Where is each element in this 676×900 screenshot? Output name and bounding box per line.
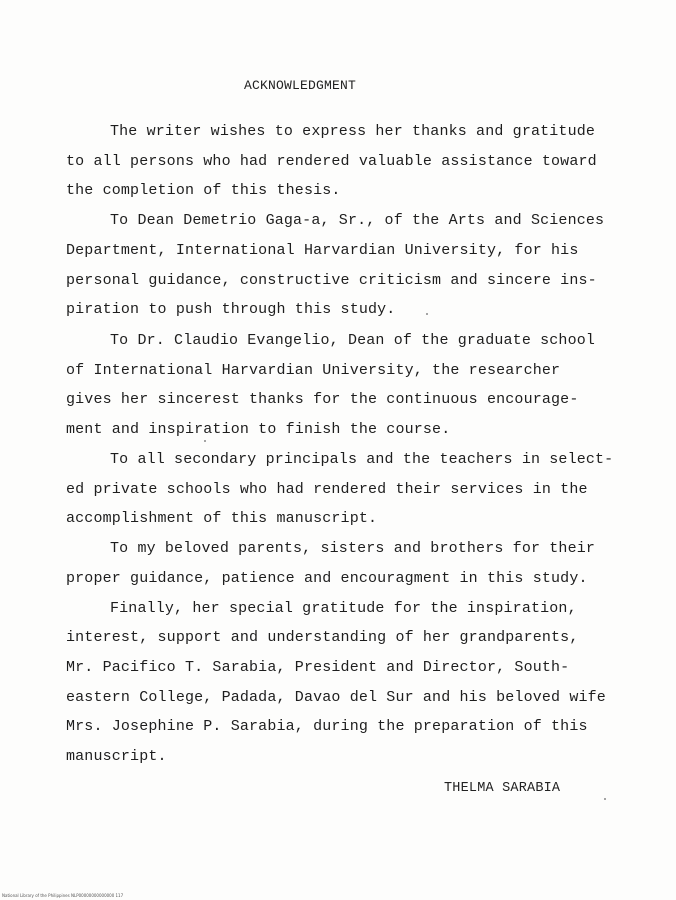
text-line: accomplishment of this manuscript. (66, 510, 378, 527)
scan-footer: National Library of the Philippines NLP00000000000000 117 (2, 893, 124, 898)
text-line: the completion of this thesis. (66, 182, 341, 199)
text-line: Mr. Pacifico T. Sarabia, President and Director, South- (66, 659, 570, 676)
scan-speck (426, 313, 428, 315)
text-line: eastern College, Padada, Davao del Sur and his beloved wife (66, 689, 606, 706)
text-line: Finally, her special gratitude for the inspiration, (110, 600, 577, 617)
scan-speck (604, 798, 606, 800)
text-line: To Dr. Claudio Evangelio, Dean of the graduate school (110, 332, 596, 349)
signature: THELMA SARABIA (444, 781, 561, 796)
text-line: To all secondary principals and the teachers in select- (110, 451, 614, 468)
scan-speck (204, 440, 206, 442)
text-line: proper guidance, patience and encouragment in this study. (66, 570, 588, 587)
text-line: gives her sincerest thanks for the continuous encourage- (66, 391, 579, 408)
text-line: interest, support and understanding of her grandparents, (66, 629, 579, 646)
text-line: of International Harvardian University, the researcher (66, 362, 561, 379)
text-line: The writer wishes to express her thanks and gratitude (110, 123, 596, 140)
text-line: personal guidance, constructive criticism and sincere ins- (66, 272, 597, 289)
text-line: To my beloved parents, sisters and brothers for their (110, 540, 596, 557)
text-line: manuscript. (66, 748, 167, 765)
text-line: Mrs. Josephine P. Sarabia, during the preparation of this (66, 718, 588, 735)
text-line: to all persons who had rendered valuable assistance toward (66, 153, 597, 170)
text-line: ed private schools who had rendered their services in the (66, 481, 588, 498)
text-line: Department, International Harvardian University, for his (66, 242, 579, 259)
text-line: ment and inspiration to finish the course. (66, 421, 451, 438)
text-line: piration to push through this study. (66, 301, 396, 318)
text-line: To Dean Demetrio Gaga-a, Sr., of the Arts and Sciences (110, 212, 605, 229)
page-title: ACKNOWLEDGMENT (243, 78, 357, 93)
